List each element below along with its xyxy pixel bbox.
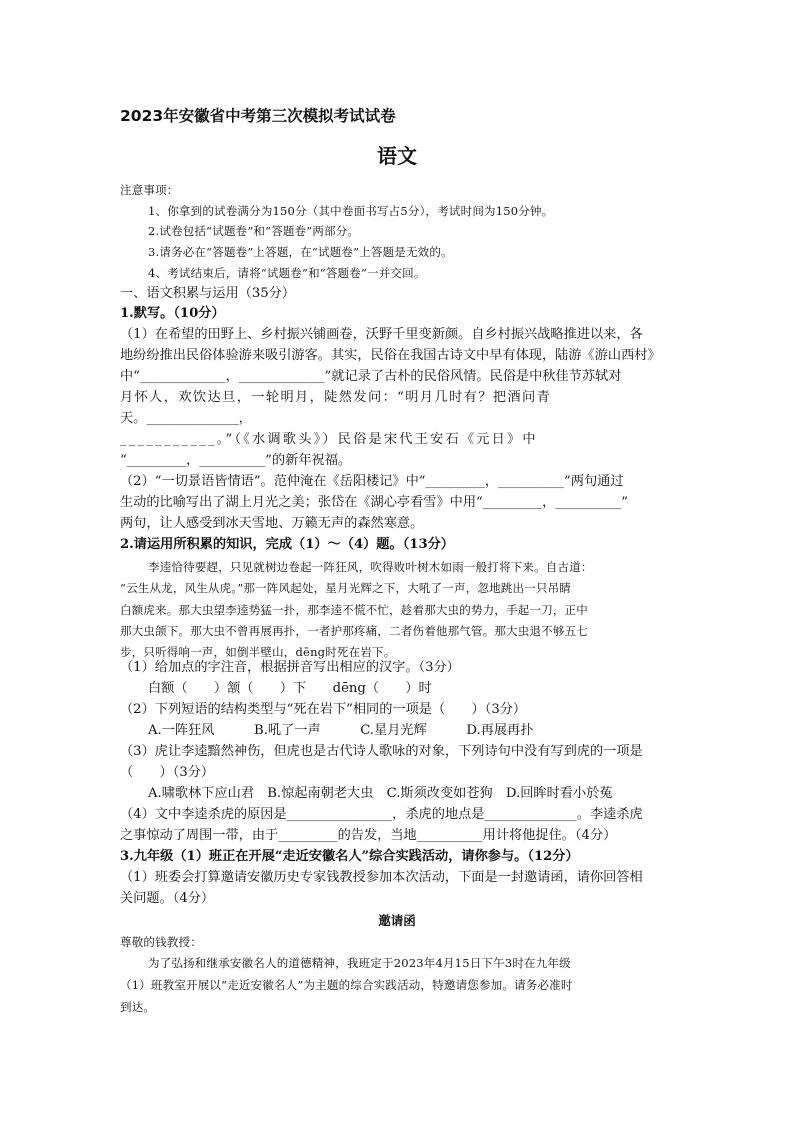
letter-title: 邀请函 [378,913,416,928]
subject-title: 语文 [377,144,417,168]
q2-line: （4）文中李逵杀虎的原因是________________，杀虎的地点是______________。李逵杀虎 [120,807,643,822]
notice-item: 3.请务必在“答题卷”上答题，在“试题卷”上答题是无效的。 [148,245,453,259]
q2-line: A.一阵狂风 B.吼了一声 C.星月光辉 D.再展再扑 [148,723,534,738]
notice-item: 2.试卷包括“试题卷”和“答题卷”两部分。 [148,224,360,238]
q1-line: 地纷纷推出民俗体验游来吸引游客。其实，民俗在我国古诗文中早有体现，陆游《游山西村》 [120,348,661,363]
q2-line: （1）给加点的字注音，根据拼音写出相应的汉字。（3分） [120,660,460,675]
section-heading: 一、语文积累与运用（35分） [120,286,296,301]
q2-line: A.啸歌林下应山君 B.惊起南朝老大虫 C.斯须改变如苍狗 D.回眸时看小於菟 [148,786,613,801]
q2-line: （3）虎让李逵黯然神伤，但虎也是古代诗人歌咏的对象，下列诗句中没有写到虎的一项是 [120,744,643,759]
letter-body-line: 为了弘扬和继承安徽名人的道德精神，我班定于2023年4月15日下午3时在九年级 [148,956,571,970]
q2-line: 白额（ ）颔（ ）下 dēng（ ）时 [148,681,432,696]
q1-line: （1）在希望的田野上、乡村振兴铺画卷，沃野千里变新颜。自乡村振兴战略推进以来，各 [120,327,643,342]
q3-line: （1）班委会打算邀请安徽历史专家钱教授参加本次活动，下面是一封邀请函，请你回答相 [120,870,643,885]
question-heading: 3.九年级（1）班正在开展“走近安徽名人”综合实践活动，请你参与。（12分） [120,849,579,864]
q1-line: 两句，让人感受到冰天雪地、万籁无声的森然寒意。 [120,516,424,531]
passage-line: 李逵恰待要趕，只见就树边卷起一阵狂风，吹得败叶树木如雨一般打将下来。自古道： [148,560,593,574]
letter-body-line: （1）班教室开展以“走近安徽名人”为主题的综合实践活动，特邀请您参加。请务必准时 [120,978,573,992]
q2-line: 之事惊动了周围一带，由于_________的告发，当地__________用计将他捉住。（4分） [120,828,617,843]
question-heading: 1.默写。（10分） [120,306,225,321]
notice-item: 1、你拿到的试卷满分为150分（其中卷面书写占5分），考试时间为150分钟。 [148,204,554,218]
letter-body-line: 到达。 [120,1000,156,1014]
passage-line: “云生从龙，风生从虎。”那一阵风起处，星月光辉之下，大吼了一声，忽地跳出一只吊睛 [120,581,572,595]
q1-line: 生动的比喻写出了湖上月光之美；张岱在《湖心亭看雪》中用“_________，__________” [120,495,629,510]
q2-line: （ ）（3分） [120,765,215,780]
passage-line: 那大虫颌下。那大虫不曾再展再扑，一者护那疼痛，二者伤着他那气管。那大虫退不够五七 [120,624,588,638]
letter-salutation: 尊敬的钱教授： [120,935,202,949]
q1-line: 月怀人，欢饮达旦，一轮明月，陡然发问：“明月几时有？把酒问青 [120,390,552,405]
notice-item: 4、考试结束后，请将“试题卷”和“答题卷”一并交回。 [148,266,426,280]
q1-line: 天。______________， [120,411,252,426]
q2-line: （2）下列短语的结构类型与“死在岩下”相同的一项是（ ）（3分） [120,702,527,717]
passage-line: 白额虎来。那大虫望李逵势猛一扑，那李逵不慌不忙，趁着那大虫的势力，手起一刀，正中 [120,603,588,617]
passage-line: 步，只听得响一声，如倒半壁山，dēng时死在岩下。 [120,645,396,659]
q3-line: 关问题。（4分） [120,891,215,906]
question-heading: 2.请运用所积累的知识，完成（1）～（4）题。（13分） [120,537,454,552]
q1-line: ___________。”（《水调歌头》）民俗是宋代王安石《元日》中 [120,432,538,447]
q1-line: （2）“一切景语皆情语”。范仲淹在《岳阳楼记》中“_________，__________”两句通过 [120,474,624,489]
q1-line: “_________，__________”的新年祝福。 [120,453,352,468]
q1-line: 中“_____________，_____________”就记录了古朴的民俗风情。民俗是中秋佳节苏轼对 [120,369,622,384]
exam-title: 2023年安徽省中考第三次模拟考试试卷 [120,107,396,125]
notice-heading: 注意事项： [120,183,179,197]
